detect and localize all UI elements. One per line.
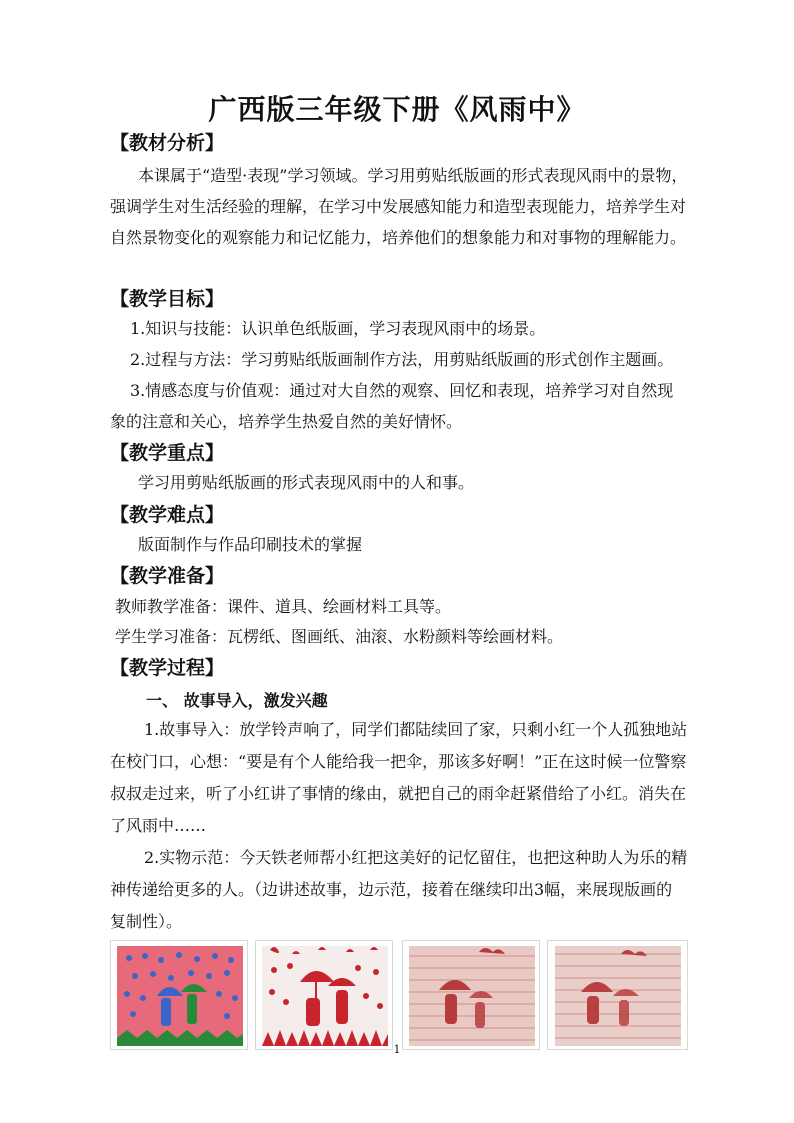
artwork-photo-colored	[110, 940, 248, 1050]
red-print-image-3	[555, 946, 681, 1046]
analysis-text: 本课属于“造型·表现”学习领域。学习用剪贴纸版画的形式表现风雨中的景物，强调学生对生活经验的理解，在学习中发展感知能力和造型表现能力，培养学生对自然景物变化的观察能力和记忆能力，培养他们的想象能力和对事物的理解能力。	[110, 166, 688, 247]
process-paragraph-2: 2.实物示范：今天铁老师帮小红把这美好的记忆留住，也把这种助人为乐的精神传递给更多的人。（边讲述故事，边示范，接着在继续印出3幅，来展现版画的复制性）。	[110, 848, 688, 931]
heading-goals: 【教学目标】	[110, 288, 225, 310]
step1-title: 一、 故事导入，激发兴趣	[146, 691, 328, 710]
process-paragraph-1: 1.故事导入：放学铃声响了，同学们都陆续回了家，只剩小红一个人孤独地站在校门口，心想：“要是有个人能给我一把伞，那该多好啊！”正在这时候一位警察叔叔走过来，听了小红讲了事情的缘由，就把自己的雨伞赶紧借给了小红。消失在了风雨中……	[110, 720, 688, 835]
teacher-preparation: 教师教学准备：课件、道具、绘画材料工具等。	[115, 597, 452, 616]
heading-difficulties: 【教学难点】	[110, 504, 225, 526]
page-title: 广西版三年级下册《风雨中》	[208, 93, 586, 126]
artwork-photo-red-3	[547, 940, 688, 1050]
goal-item-3: 3.情感态度与价值观：通过对大自然的观察、回忆和表现，培养学习对自然现象的注意和关心，培养学生热爱自然的美好情怀。	[110, 381, 674, 431]
red-print-image-1	[262, 946, 388, 1046]
difficulties-text: 版面制作与作品印刷技术的掌握	[138, 535, 363, 554]
key-points-text: 学习用剪贴纸版画的形式表现风雨中的人和事。	[138, 473, 475, 492]
heading-key-points: 【教学重点】	[110, 442, 225, 464]
heading-analysis: 【教材分析】	[110, 132, 225, 154]
colored-collage-image	[117, 946, 243, 1046]
page-number: 1	[393, 1043, 401, 1056]
heading-preparation: 【教学准备】	[110, 565, 225, 587]
goal-item-2: 2.过程与方法：学习剪贴纸版画制作方法，用剪贴纸版画的形式创作主题画。	[130, 350, 674, 369]
artwork-photo-red-1	[255, 940, 393, 1050]
red-print-image-2	[409, 946, 535, 1046]
heading-process: 【教学过程】	[110, 657, 225, 679]
artwork-photo-red-2	[402, 940, 540, 1050]
goal-item-1: 1.知识与技能：认识单色纸版画，学习表现风雨中的场景。	[130, 319, 546, 338]
student-preparation: 学生学习准备：瓦楞纸、图画纸、油滚、水粉颜料等绘画材料。	[115, 627, 564, 646]
